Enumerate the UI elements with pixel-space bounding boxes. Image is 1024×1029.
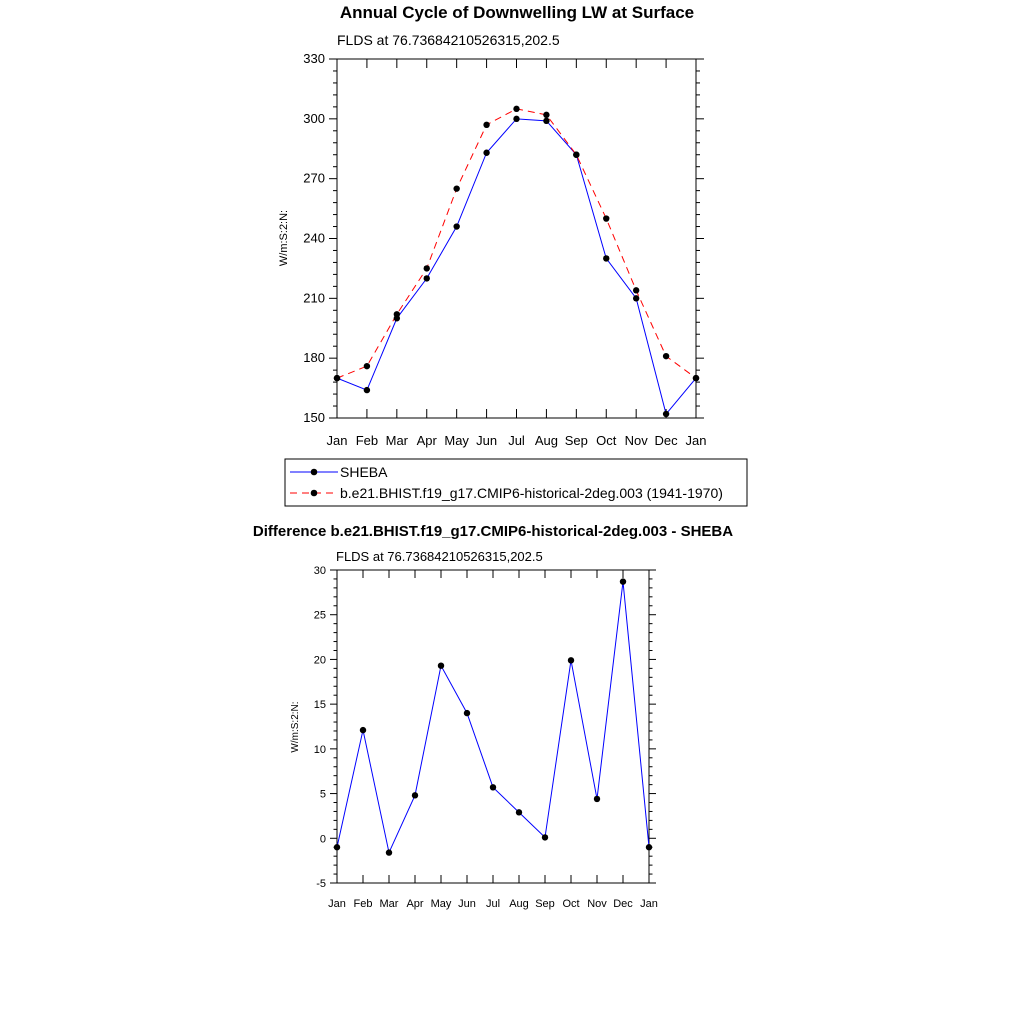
chart2-series-0-point <box>646 844 652 850</box>
chart2-subtitle: FLDS at 76.73684210526315,202.5 <box>336 549 543 564</box>
chart2-ytick-label: 20 <box>313 654 326 667</box>
chart2-plot <box>314 565 658 910</box>
chart1-ytick-label: 300 <box>303 110 325 126</box>
chart1-series-1-point <box>663 353 669 359</box>
chart1-xtick-label: Sep <box>564 433 588 448</box>
chart2-title: Difference b.e21.BHIST.f19_g17.CMIP6-historical-2deg.003 - SHEBA <box>252 523 734 540</box>
chart1-series-1-point <box>334 375 340 381</box>
chart1-series-1-point <box>603 215 609 221</box>
chart1-xtick-label: Feb <box>355 433 379 448</box>
chart1-series-1-point <box>394 311 400 317</box>
chart1-plot <box>303 51 706 448</box>
chart1-series-1-point <box>513 106 519 112</box>
chart1-series-1-point <box>483 122 489 128</box>
chart1-xtick-label: May <box>444 433 469 448</box>
chart2-xtick-label: Jan <box>328 898 346 910</box>
chart1-xtick-label: Aug <box>534 433 558 448</box>
legend-label-sheba: SHEBA <box>340 464 388 480</box>
chart2-series-0-point <box>620 578 626 584</box>
chart1-frame <box>337 59 696 418</box>
chart2-xtick-label: Apr <box>406 898 424 910</box>
chart1-series-1-point <box>364 363 370 369</box>
chart2-ytick-label: 30 <box>313 565 326 577</box>
chart1-series-0-point <box>543 118 549 124</box>
chart2-series-0-point <box>542 834 548 840</box>
chart1-ytick-label: 240 <box>303 230 325 246</box>
chart1-series-0-point <box>663 411 669 417</box>
chart1-xtick-label: Jan <box>326 433 348 448</box>
chart1-legend <box>285 459 747 506</box>
chart2-frame <box>337 570 649 883</box>
chart1-subtitle: FLDS at 76.73684210526315,202.5 <box>337 32 560 48</box>
chart2-series-0-line <box>337 582 649 853</box>
chart2-series-0-point <box>386 849 392 855</box>
chart1-ytick-label: 330 <box>303 51 325 66</box>
chart1-xtick-label: Nov <box>624 433 648 448</box>
chart2-xtick-label: Jan <box>640 898 658 910</box>
chart1-xtick-label: Oct <box>596 433 617 448</box>
chart2-xtick-label: Feb <box>353 898 373 910</box>
chart2-xtick-label: Oct <box>562 898 580 910</box>
chart2-xtick-label: Mar <box>379 898 399 910</box>
chart2-xtick-label: Jul <box>485 898 501 910</box>
chart2-series-0-point <box>464 710 470 716</box>
chart1-series-1-point <box>573 152 579 158</box>
chart2-ytick-label: 0 <box>319 833 326 846</box>
chart1-ytick-label: 150 <box>303 410 325 425</box>
chart1-series-1-point <box>453 185 459 191</box>
chart2-ytick-label: 25 <box>313 609 326 622</box>
chart1-ytick-label: 210 <box>303 290 325 306</box>
legend-marker-model <box>311 490 318 497</box>
chart1-series-0-point <box>424 275 430 281</box>
chart1-series-0-point <box>513 116 519 122</box>
chart1-series-0-point <box>364 387 370 393</box>
chart1-ytick-label: 270 <box>303 170 325 186</box>
chart2-ytick-label: 15 <box>313 699 326 712</box>
chart2-series-0-point <box>490 784 496 790</box>
chart1-ytick-label: 180 <box>303 350 325 366</box>
chart1-series-1-point <box>543 112 549 118</box>
chart2-ytick-label: 10 <box>313 743 326 756</box>
chart2-xtick-label: Aug <box>509 898 529 910</box>
chart2-xtick-label: Jun <box>458 898 476 910</box>
chart2-series-0-point <box>594 796 600 802</box>
chart1-series-0-point <box>453 223 459 229</box>
chart1-title: Annual Cycle of Downwelling LW at Surface <box>339 3 695 22</box>
chart2-series-0-point <box>412 792 418 798</box>
chart2-ytick-label: -5 <box>316 878 326 890</box>
chart1-series-1-line <box>337 109 696 378</box>
chart2-ylabel: W/m:S:2:N: <box>290 701 301 753</box>
chart2-ytick-label: 5 <box>319 788 326 801</box>
chart1-ylabel: W/m:S:2:N: <box>278 209 290 267</box>
chart1-xtick-label: Apr <box>416 433 437 448</box>
chart1-series-0-line <box>337 119 696 414</box>
chart2-series-0-point <box>516 809 522 815</box>
chart1-series-1-point <box>424 265 430 271</box>
chart1-xtick-label: Jan <box>685 433 707 448</box>
chart1-series-0-point <box>603 255 609 261</box>
chart2-series-0-point <box>334 844 340 850</box>
chart1-series-1-point <box>693 375 699 381</box>
legend-marker-sheba <box>311 469 318 476</box>
chart2-xtick-label: Nov <box>587 898 607 910</box>
chart1-xtick-label: Mar <box>385 433 409 448</box>
chart1-series-0-point <box>633 295 639 301</box>
chart1-xtick-label: Jul <box>508 433 525 448</box>
chart1-xtick-label: Jun <box>476 433 498 448</box>
chart2-xtick-label: May <box>430 898 452 910</box>
chart1-series-1-point <box>633 287 639 293</box>
chart2-series-0-point <box>438 662 444 668</box>
chart1-xtick-label: Dec <box>654 433 678 448</box>
chart2-xtick-label: Dec <box>613 898 633 910</box>
chart2-xtick-label: Sep <box>535 898 555 910</box>
chart2-series-0-point <box>360 727 366 733</box>
chart1-series-0-point <box>483 150 489 156</box>
legend-label-model: b.e21.BHIST.f19_g17.CMIP6-historical-2deg.003 (1941-1970) <box>340 485 723 501</box>
chart2-series-0-point <box>568 657 574 663</box>
